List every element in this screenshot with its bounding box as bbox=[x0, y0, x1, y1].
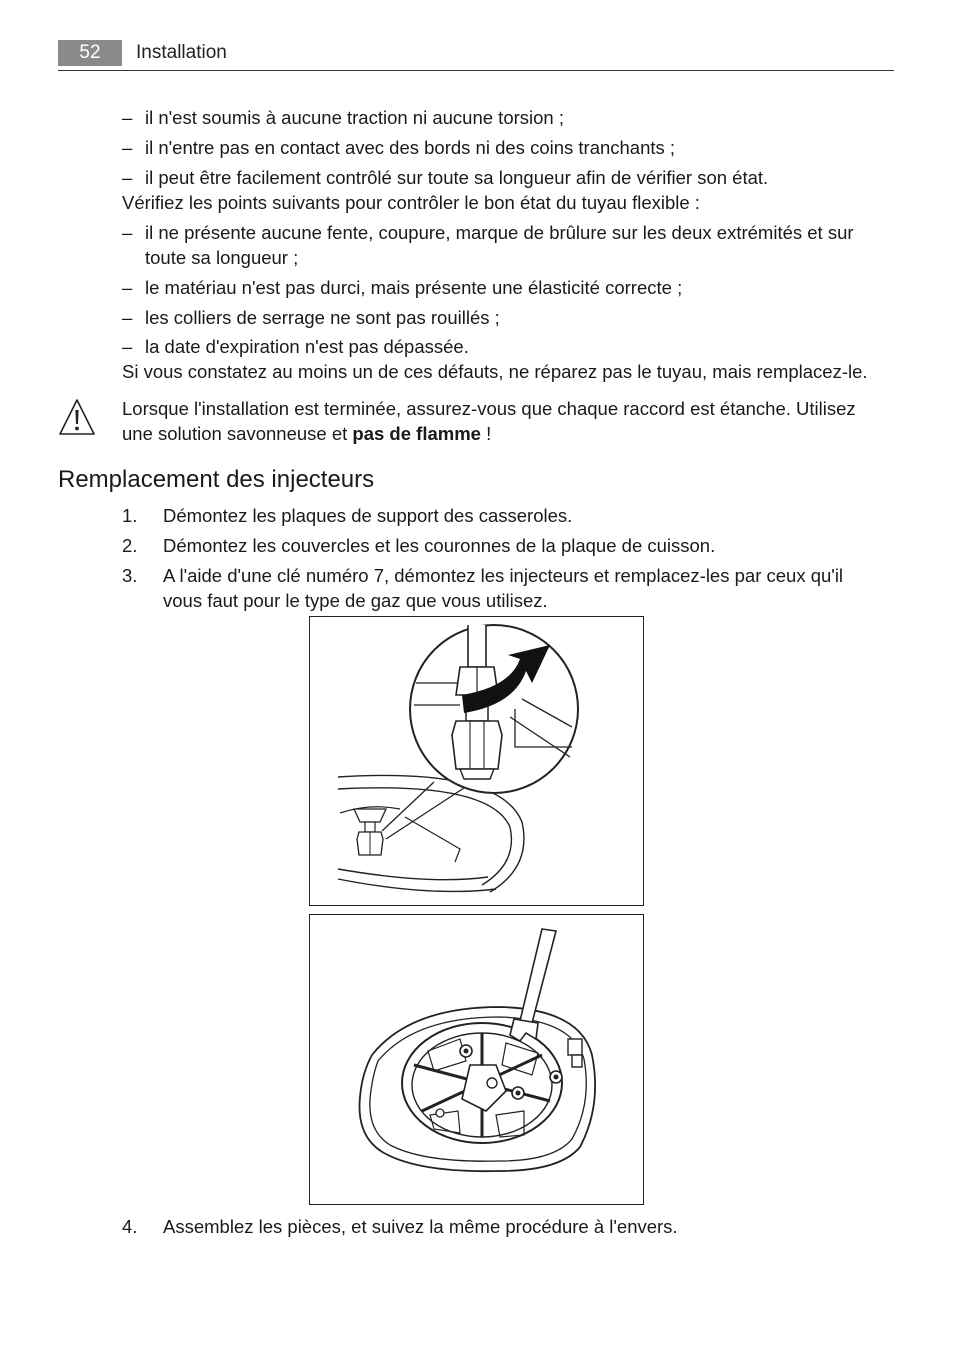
step-item: 3. A l'aide d'une clé numéro 7, démontez les injecteurs et remplacez-les par ceux qu'il vous faut pour le type de gaz que vous utilisez. bbox=[122, 565, 844, 611]
paragraph: Vérifiez les points suivants pour contrôler le bon état du tuyau flexible : bbox=[122, 192, 700, 213]
section-heading: Remplacement des injecteurs bbox=[58, 466, 375, 493]
warning-text: Lorsque l'installation est terminée, assurez-vous que chaque raccord est étanche. Utilisez une solution savonneuse et pas de flamme ! bbox=[122, 398, 856, 444]
step-item: 2. Démontez les couvercles et les couronnes de la plaque de cuisson. bbox=[122, 535, 716, 556]
list-item: – les colliers de serrage ne sont pas rouillés ; bbox=[122, 307, 500, 328]
warning-triangle-icon bbox=[58, 397, 96, 437]
list-item: – la date d'expiration n'est pas dépassée. bbox=[122, 336, 469, 357]
list-item: – il n'entre pas en contact avec des bords ni des coins tranchants ; bbox=[122, 137, 676, 158]
list-item: – il ne présente aucune fente, coupure, marque de brûlure sur les deux extrémités et sur toute sa longueur ; bbox=[122, 222, 854, 268]
page-header bbox=[58, 40, 894, 70]
list-item: – il n'est soumis à aucune traction ni aucune torsion ; bbox=[122, 107, 564, 128]
paragraph: Si vous constatez au moins un de ces défauts, ne réparez pas le tuyau, mais remplacez-le. bbox=[122, 361, 868, 382]
page-number: 52 bbox=[58, 40, 122, 66]
warning-emphasis: pas de flamme bbox=[352, 423, 481, 444]
section-name: Installation bbox=[136, 42, 227, 63]
step-item: 1. Démontez les plaques de support des casseroles. bbox=[122, 505, 573, 526]
list-item: – il peut être facilement contrôlé sur toute sa longueur afin de vérifier son état. bbox=[122, 167, 769, 188]
step-item: 4. Assemblez les pièces, et suivez la même procédure à l'envers. bbox=[122, 1216, 678, 1237]
header-rule bbox=[58, 70, 894, 71]
injector-illustration bbox=[309, 616, 644, 906]
burner-illustration bbox=[309, 914, 644, 1205]
list-item: – le matériau n'est pas durci, mais présente une élasticité correcte ; bbox=[122, 277, 683, 298]
